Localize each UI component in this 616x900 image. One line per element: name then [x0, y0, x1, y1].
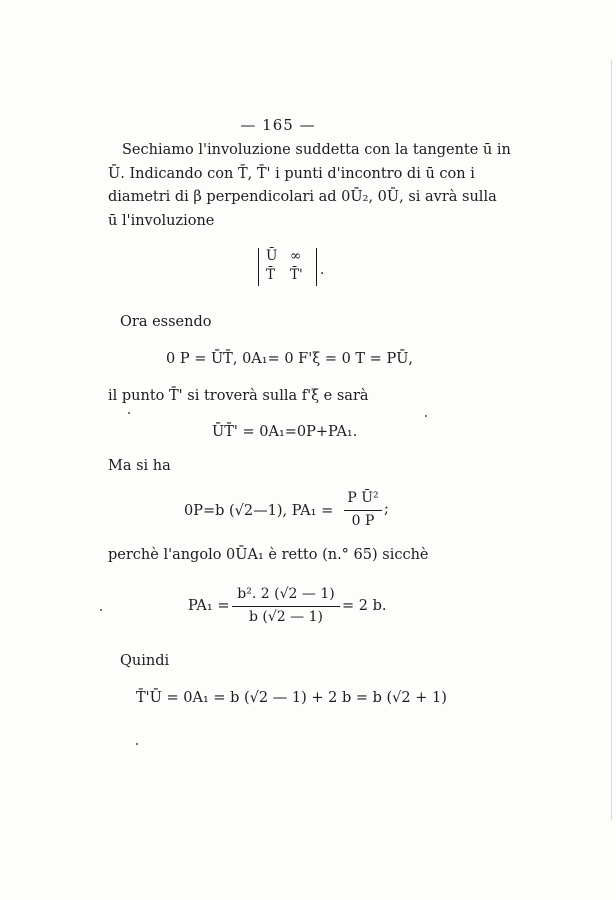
equation-semicolon: ; [384, 501, 389, 517]
determinant-left-bar [258, 248, 259, 286]
paragraph-line: diametri di β perpendicolari ad 0Ū₂, 0Ū, si avrà sulla [108, 189, 497, 205]
determinant-cell: Ū [266, 248, 278, 264]
equation-ut: ŪT̄' = 0A₁=0P+PA₁. [212, 424, 358, 440]
fraction-denominator: 0 P [351, 513, 375, 529]
fraction-pu-op [344, 490, 382, 534]
fraction-numerator: b². 2 (√2 — 1) [237, 586, 335, 602]
paragraph-involuzione [108, 139, 511, 233]
equation-pa-right: = 2 b. [342, 598, 387, 614]
equation-final: T̄'Ū = 0A₁ = b (√2 — 1) + 2 b = b (√2 + 1) [136, 690, 447, 706]
determinant-right-bar [316, 248, 317, 286]
determinant-trailing-dot: . [320, 262, 325, 278]
print-speck [425, 415, 427, 417]
fraction-denominator: b (√2 — 1) [249, 609, 323, 625]
fraction-pa [232, 586, 340, 630]
text-ora-essendo: Ora essendo [120, 314, 212, 330]
equation-pa-left: PA₁ = [188, 598, 230, 614]
page-edge-shadow [611, 60, 612, 820]
fraction-numerator: P Ū² [347, 490, 379, 506]
paragraph-line: Ū. Indicando con T̄, T̄' i punti d'incontro di ū con i [108, 165, 475, 182]
fraction-rule [344, 510, 382, 511]
print-speck [136, 743, 138, 745]
determinant-cell: T̄' [290, 267, 303, 283]
determinant-cell: T̄ [266, 267, 276, 283]
paragraph-line: ū l'involuzione [108, 212, 215, 229]
print-speck [100, 609, 102, 611]
determinant-cell: ∞ [290, 248, 302, 264]
fraction-rule [232, 606, 340, 607]
involution-determinant [258, 248, 330, 288]
text-ma-si-ha: Ma si ha [108, 458, 171, 474]
text-perche: perchè l'angolo 0ŪA₁ è retto (n.° 65) sicchè [108, 547, 429, 563]
paragraph-line: Sechiamo l'involuzione suddetta con la tangente ū in [122, 142, 511, 158]
print-speck [128, 412, 130, 414]
equation-op-pa: 0P=b (√2—1), PA₁ = [184, 503, 334, 519]
equation-op: 0 P = ŪT̄, 0A₁= 0 F'ξ = 0 T = PŪ, [166, 351, 414, 367]
text-il-punto: il punto T̄' si troverà sulla f'ξ e sarà [108, 388, 369, 404]
page-number: — 165 — [240, 116, 316, 134]
text-quindi: Quindi [120, 653, 170, 669]
